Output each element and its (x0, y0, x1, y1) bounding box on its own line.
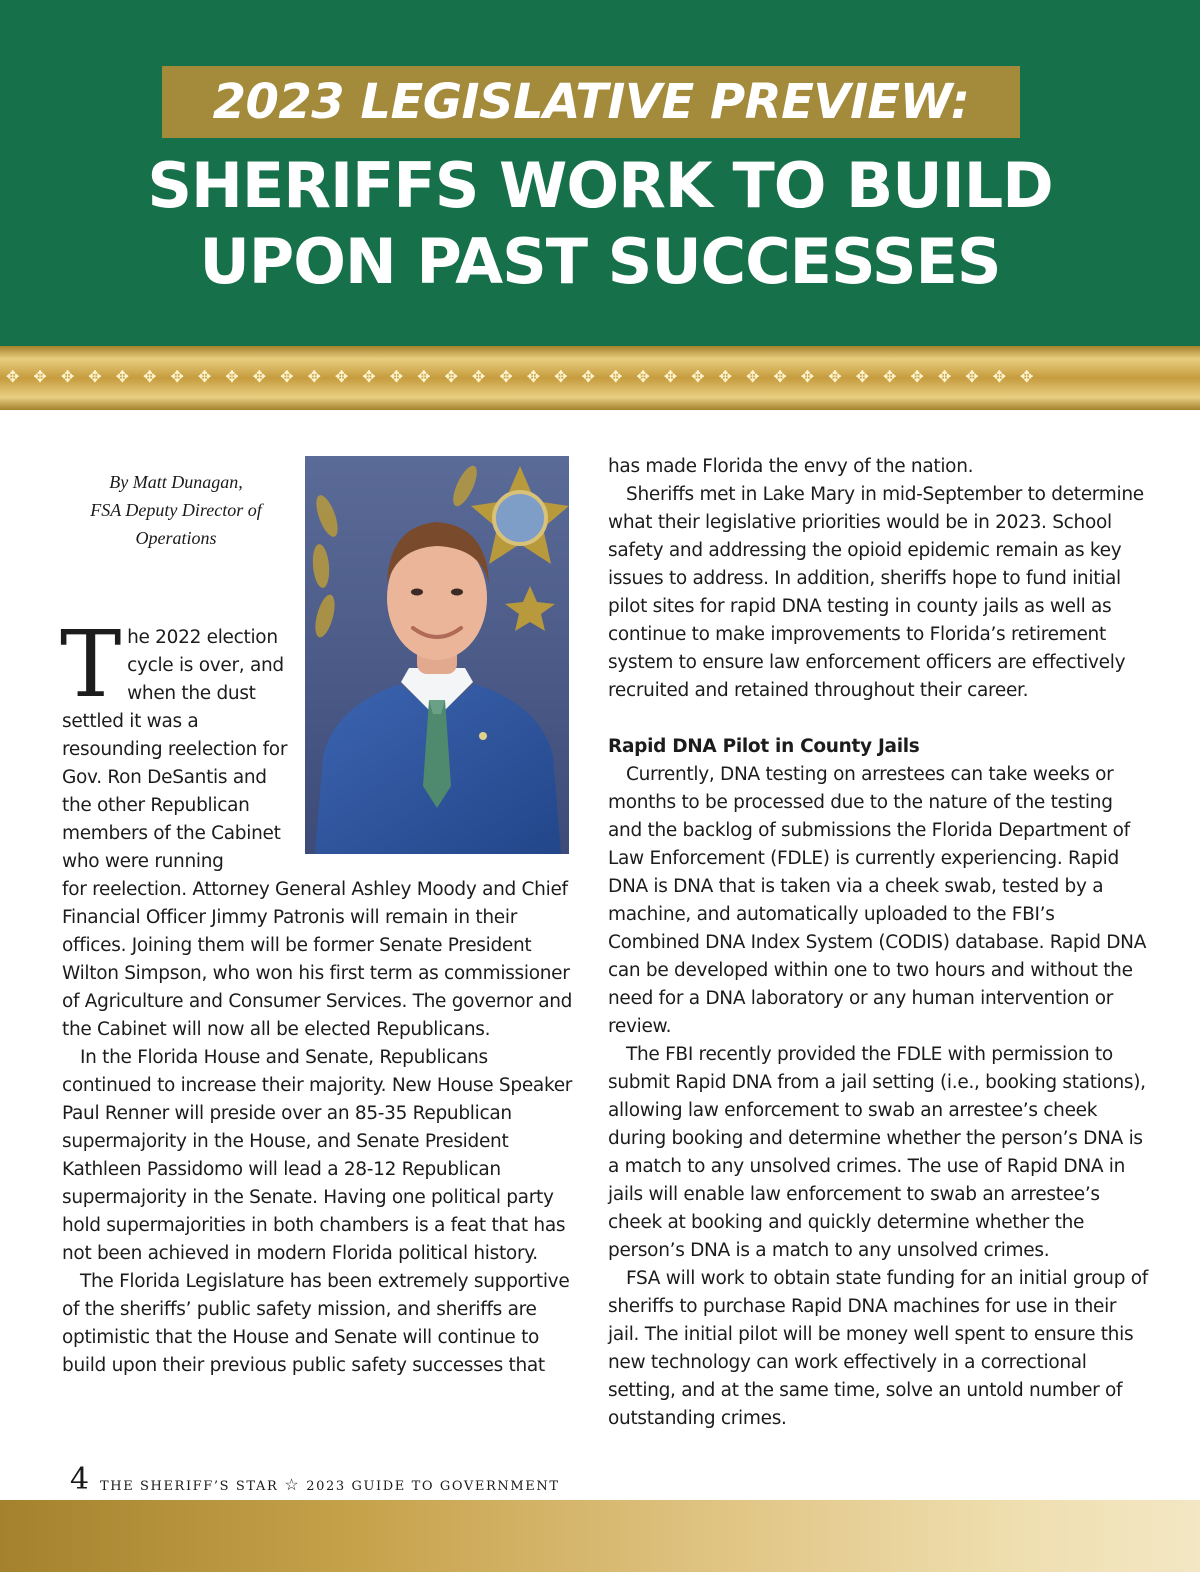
paragraph-fbi-permission: The FBI recently provided the FDLE with permission to submit Rapid DNA from a jail setting (i.e., booking stations), allowing law enforcement to swab an arrestee’s cheek during booking and determine whether the person’s DNA is a match to any unsolved crimes. The use of Rapid DNA in jails will enable law enforcement to swab an arrestee’s cheek at booking and quickly determine whether the person’s DNA is a match to any unsolved crimes. (608, 1044, 1146, 1261)
drop-cap: T (60, 611, 122, 718)
byline-author: By Matt Dunagan, (109, 472, 243, 492)
portrait-photo (305, 456, 569, 854)
section-subhead: Rapid DNA Pilot in County Jails (608, 736, 920, 757)
intro-text: he 2022 election cycle is over, and when the dust settled it was a resounding reelection for Gov. Ron DeSantis and the other Republican members of the Cabinet who were running (62, 627, 288, 872)
byline-title: FSA Deputy Director of (90, 500, 262, 520)
article-right-column (608, 453, 1148, 1433)
paragraph-rapid-dna: Currently, DNA testing on arrestees can take weeks or months to be processed due to the nature of the testing and the backlog of submissions the Florida Department of Law Enforcement (FDLE) is currently experiencing. Rapid DNA is DNA that is taken via a cheek swab, tested by a machine, and automatically uploaded to the FBI’s Combined DNA Index System (CODIS) database. Rapid DNA can be developed within one to two hours and without the need for a DNA laboratory or any human intervention or review. (608, 764, 1147, 1037)
paragraph-priorities: Sheriffs met in Lake Mary in mid-September to determine what their legislative priorities would be in 2023. School safety and addressing the opioid epidemic remain as key issues to address. In addition, sheriffs hope to fund initial pilot sites for rapid DNA testing in county jails as well as continue to make improvements to Florida’s retirement system to ensure law enforcement officers are effectively recruited and retained throughout their career. (608, 484, 1144, 701)
headline (40, 148, 1160, 300)
article-left-column (62, 876, 578, 1380)
page-number: 4 (70, 1462, 90, 1497)
article-intro-narrow (60, 611, 300, 876)
paragraph-legislature-support: The Florida Legislature has been extremely supportive of the sheriffs’ public safety mission, and sheriffs are optimistic that the House and Senate will continue to build upon their previous public safety successes that (62, 1271, 570, 1376)
headline-line-1: SHERIFFS WORK TO BUILD (147, 149, 1053, 222)
headline-line-2: UPON PAST SUCCESSES (199, 225, 1001, 298)
star-outline-icon: ☆ (284, 1475, 301, 1494)
intro-text-cont: for reelection. Attorney General Ashley Moody and Chief Financial Officer Jimmy Patronis will remain in their offices. Joining them will be former Senate President Wilton Simpson, who won his first term as commissioner of Agriculture and Consumer Services. The governor and the Cabinet will now all be elected Republicans. (62, 879, 573, 1040)
diamond-pattern-icon: ✥✥✥✥✥✥✥✥✥✥✥✥✥✥✥✥✥✥✥✥✥✥✥✥✥✥✥✥✥✥✥✥✥✥✥✥✥✥ (6, 369, 1048, 386)
byline-title-cont: Operations (135, 528, 217, 548)
gold-decorative-band (0, 346, 1200, 410)
byline (62, 468, 290, 552)
paragraph-legislature-support-cont: has made Florida the envy of the nation. (608, 456, 974, 477)
publication-name: THE SHERIFF’S STAR (100, 1479, 279, 1494)
paragraph-legislature-majority: In the Florida House and Senate, Republicans continued to increase their majority. New House Speaker Paul Renner will preside over an 85-35 Republican supermajority in the House, and Senate President Kathleen Passidomo will lead a 28-12 Republican supermajority in the Senate. Having one political party hold supermajorities in both chambers is a feat that has not been achieved in modern Florida political history. (62, 1047, 573, 1264)
gold-footer-band (0, 1500, 1200, 1572)
kicker-title: 2023 LEGISLATIVE PREVIEW: (212, 74, 970, 130)
portrait-illustration (305, 456, 569, 854)
paragraph-fsa-funding: FSA will work to obtain state funding for an initial group of sheriffs to purchase Rapid DNA machines for use in their jail. The initial pilot will be money well spent to ensure this new technology can work effectively in a correctional setting, and at the same time, solve an untold number of outstanding crimes. (608, 1268, 1148, 1429)
guide-title: 2023 GUIDE TO GOVERNMENT (306, 1479, 560, 1494)
publication-footer (100, 1476, 560, 1496)
